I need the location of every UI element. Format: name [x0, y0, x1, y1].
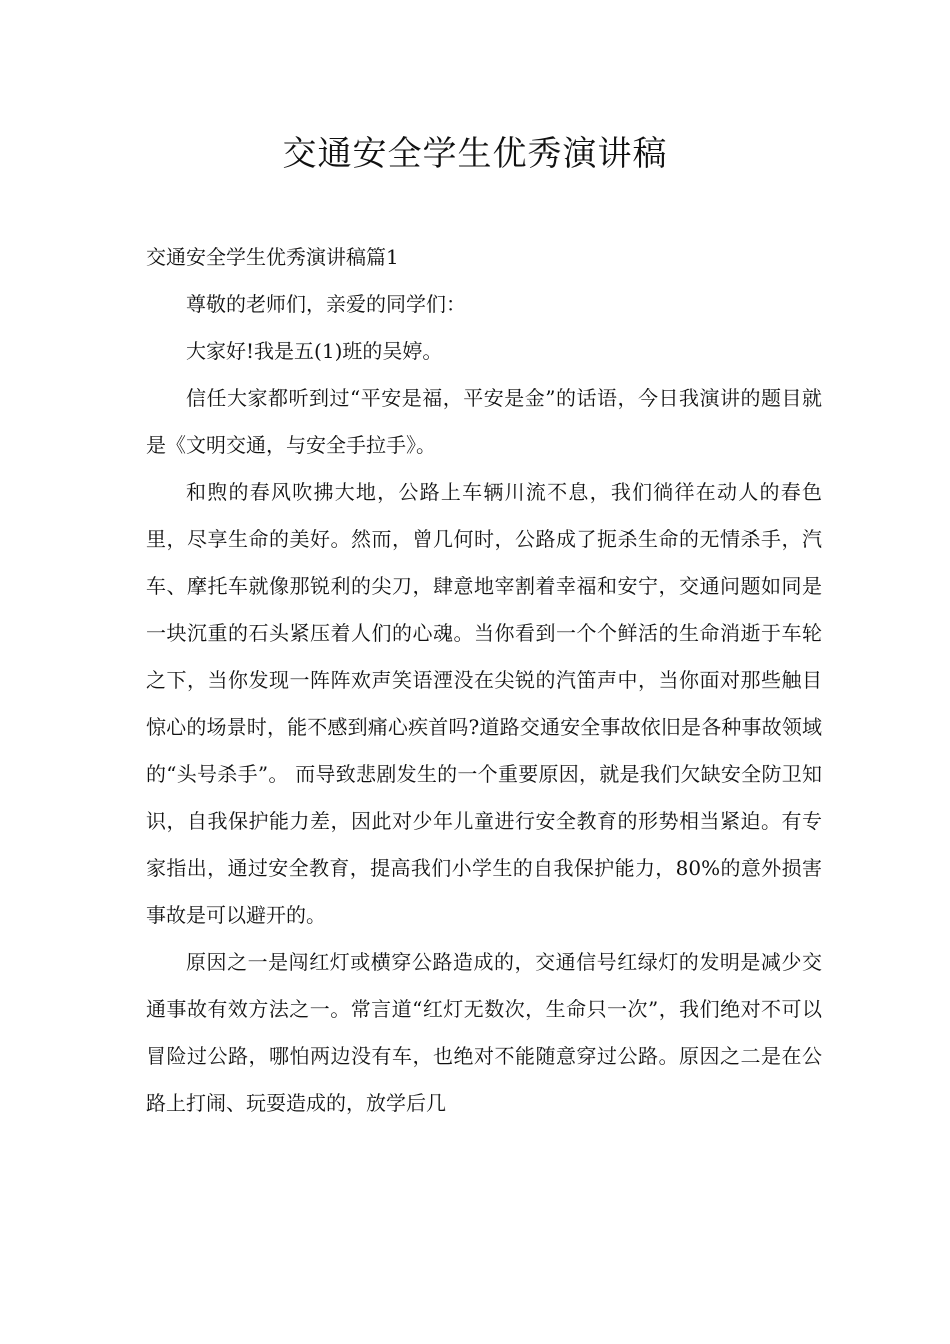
document-body [146, 234, 822, 1127]
document-title: 交通安全学生优秀演讲稿 [282, 134, 668, 174]
paragraph-topic: 信任大家都听到过“平安是福，平安是金”的话语，今日我演讲的题目就是《文明交通，与安全手拉手》。 [146, 386, 822, 457]
paragraph-body-1: 和煦的春风吹拂大地，公路上车辆川流不息，我们徜徉在动人的春色里，尽享生命的美好。然而，曾几何时，公路成了扼杀生命的无情杀手，汽车、摩托车就像那锐利的尖刀，肆意地宰割着幸福和安宁，交通问题如同是一块沉重的石头紧压着人们的心魂。当你看到一个个鲜活的生命消逝于车轮之下，当你发现一阵阵欢声笑语湮没在尖锐的汽笛声中，当你面对那些触目惊心的场景时，能不感到痛心疾首吗?道路交通安全事故依旧是各种事故领域的“头号杀手”。 而导致悲剧发生的一个重要原因，就是我们欠缺安全防卫知识，自我保护能力差，因此对少年儿童进行安全教育的形势相当紧迫。有专家指出，通过安全教育，提高我们小学生的自我保护能力，80%的意外损害事故是可以避开的。 [146, 480, 822, 927]
section-heading: 交通安全学生优秀演讲稿篇1 [146, 245, 399, 269]
paragraph-body-2: 原因之一是闯红灯或横穿公路造成的，交通信号红绿灯的发明是减少交通事故有效方法之一。常言道“红灯无数次，生命只一次”，我们绝对不可以冒险过公路，哪怕两边没有车，也绝对不能随意穿过公路。原因之二是在公路上打闹、玩耍造成的，放学后几 [146, 950, 822, 1115]
paragraph-salutation: 尊敬的老师们，亲爱的同学们： [186, 292, 466, 316]
paragraph-greeting: 大家好!我是五(1)班的吴婷。 [186, 339, 443, 363]
